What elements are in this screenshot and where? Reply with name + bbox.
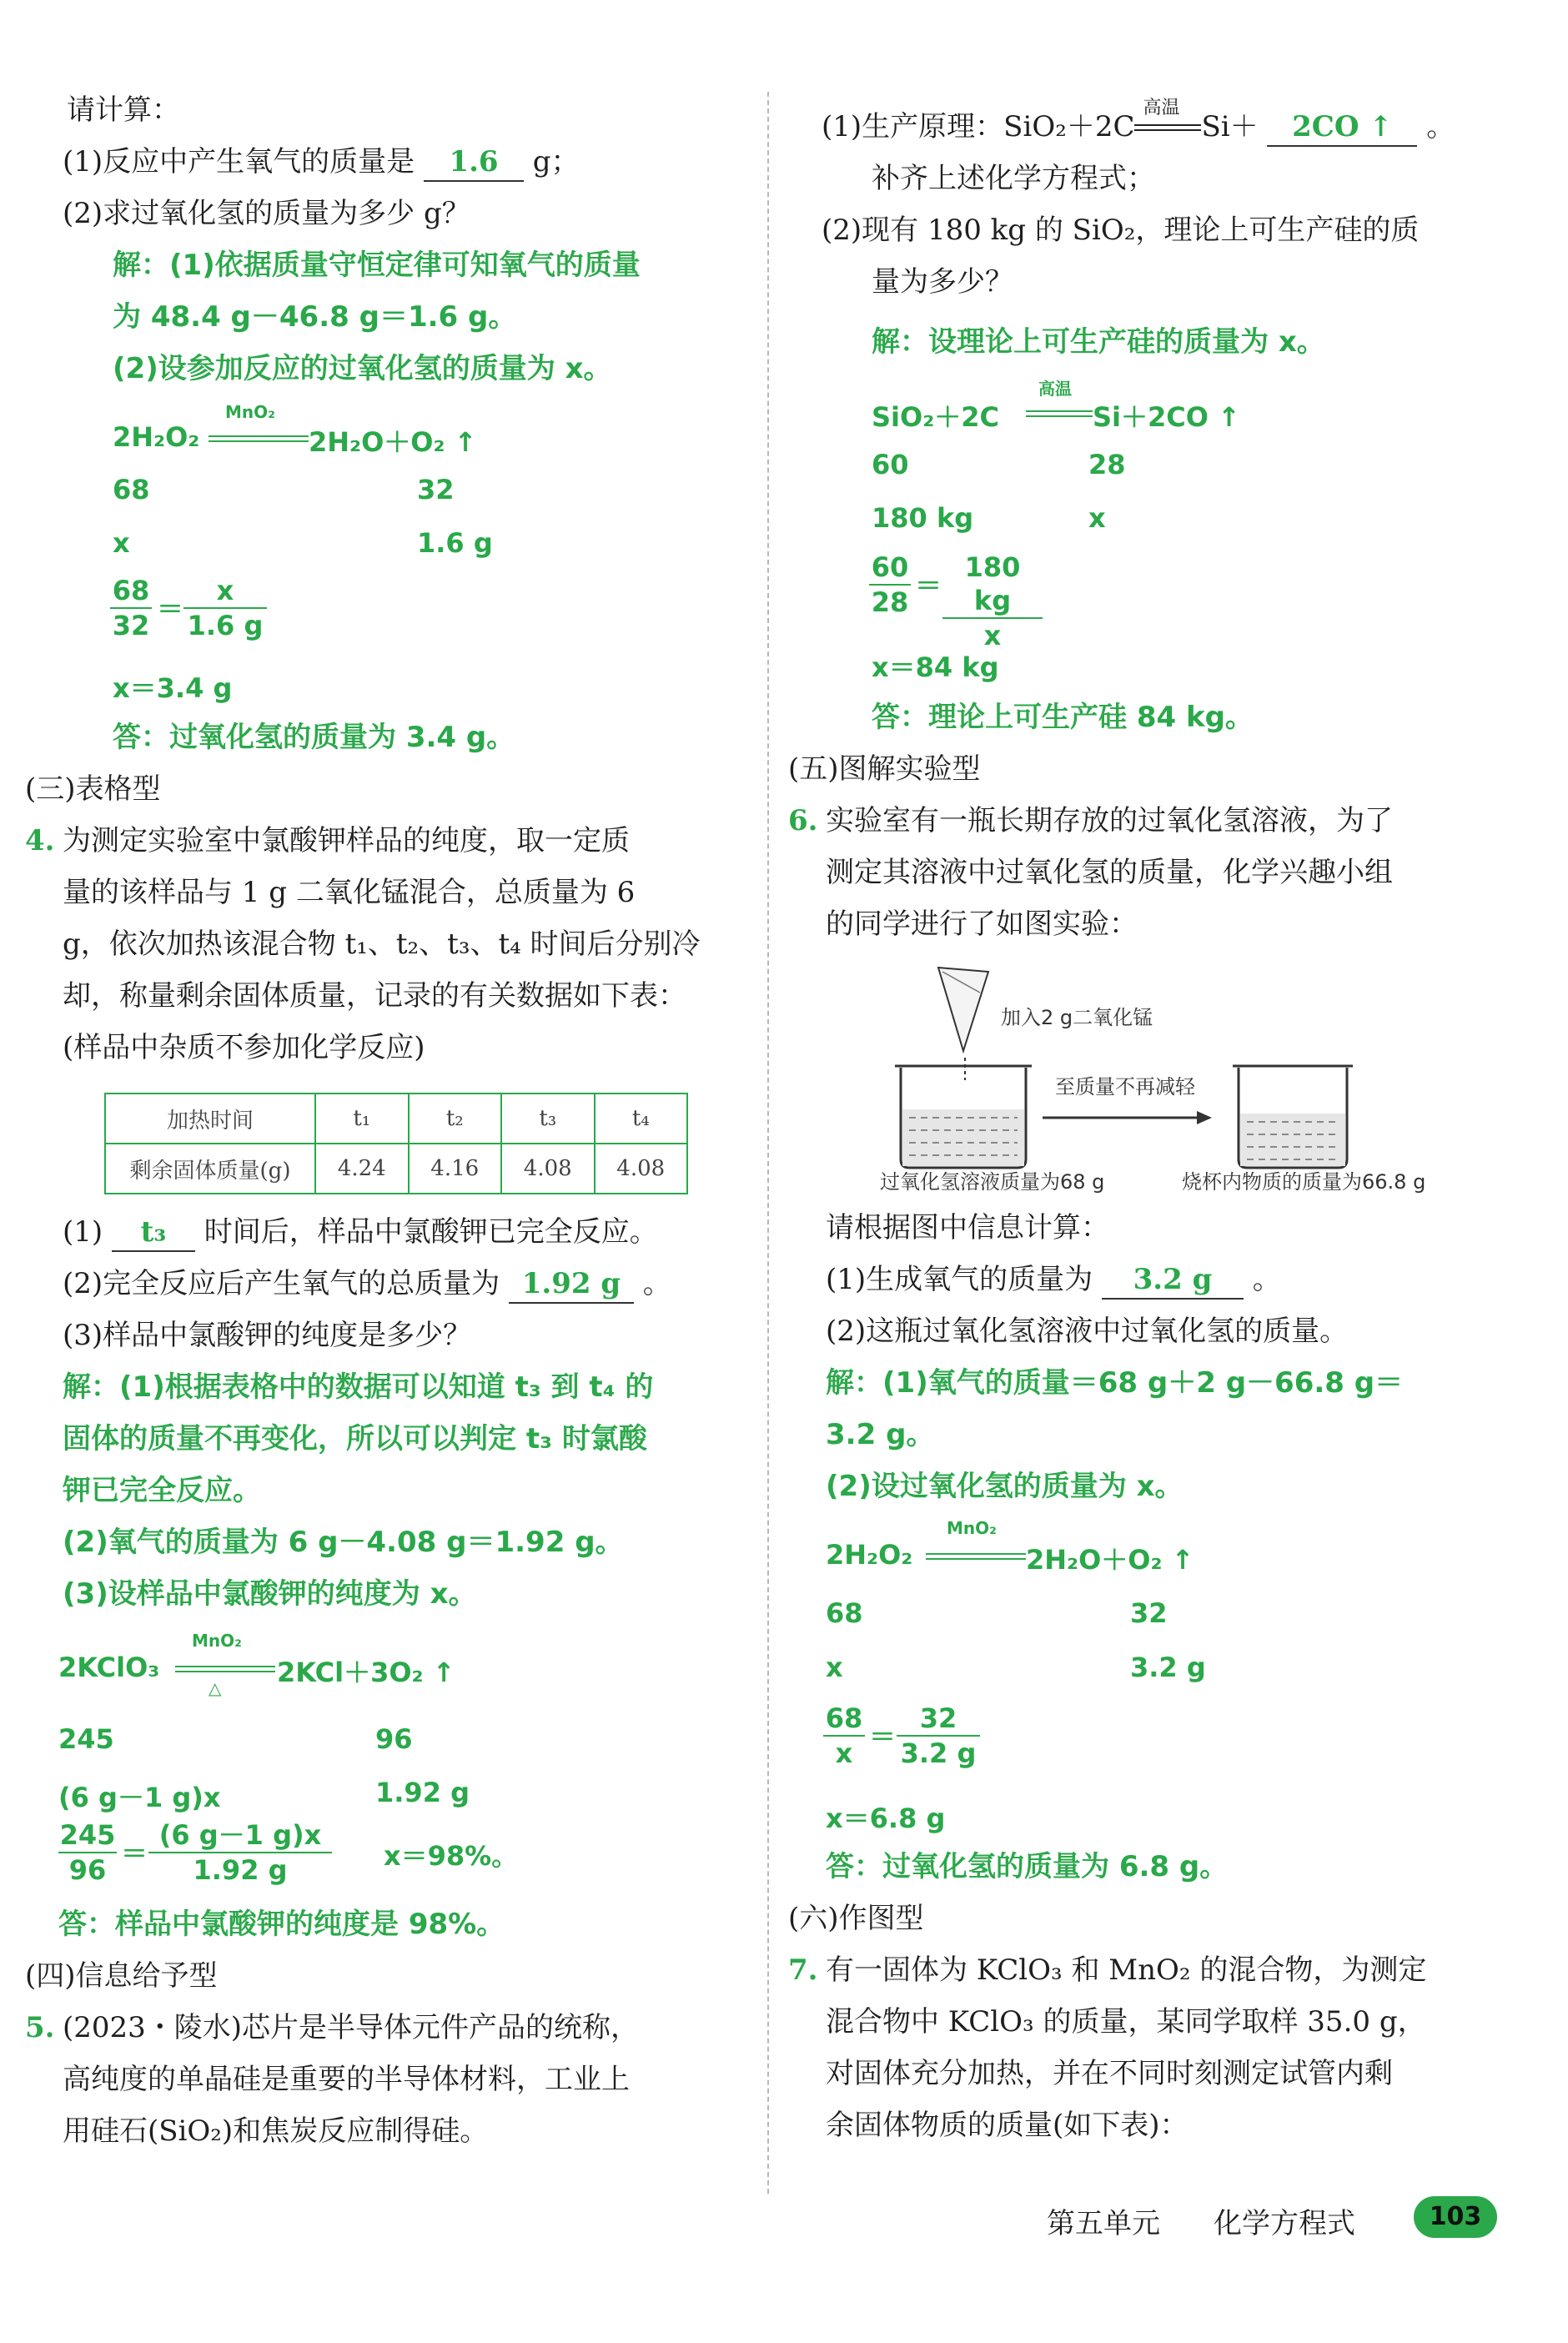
eq3-left: SiO₂＋2C xyxy=(872,401,999,433)
p1-line xyxy=(822,98,1455,147)
q4-number: 4. xyxy=(25,824,55,857)
eq4-ratio-b: 32 xyxy=(1130,1597,1168,1629)
q4-line-4: 却，称量剩余固体质量，记录的有关数据如下表： xyxy=(63,979,686,1013)
eq2-condition-top: MnO₂ xyxy=(192,1631,242,1651)
intro-text: 请计算： xyxy=(67,93,180,127)
frac8-num: 32 xyxy=(897,1702,980,1737)
eq2-double-line xyxy=(175,1664,275,1676)
sol-line-2: 为 48.4 g－46.8 g＝1.6 g。 xyxy=(113,300,517,334)
eq2-condition-bottom: △ xyxy=(209,1678,222,1698)
p2-line-2: 量为多少？ xyxy=(872,265,1013,299)
q6a-answer: 3.2 g xyxy=(1102,1261,1244,1300)
result-4: x＝6.8 g xyxy=(826,1803,946,1834)
eq1-ratio-a: 68 xyxy=(113,474,150,505)
answer-4: 答：过氧化氢的质量为 6.8 g。 xyxy=(826,1850,1229,1883)
frac6-den: x xyxy=(983,620,1002,651)
sol-line-1: 解：(1)依据质量守恒定律可知氧气的质量 xyxy=(113,249,641,282)
eq4-right: 2H₂O＋O₂ ↑ xyxy=(1026,1544,1194,1576)
eq1-condition: MnO₂ xyxy=(225,402,275,422)
table-cell: 4.08 xyxy=(501,1144,595,1194)
result-1: x＝3.4 g xyxy=(113,672,233,704)
fig-label-arrow: 至质量不再减轻 xyxy=(1055,1075,1195,1099)
q5-line-1: (2023・陵水)芯片是半导体元件产品的统称， xyxy=(63,2011,640,2044)
frac2-den: 1.6 g xyxy=(187,610,264,641)
q4-line-5: (样品中杂质不参加化学反应) xyxy=(63,1031,425,1064)
frac5-equals: ＝ xyxy=(915,570,942,601)
frac3-num: 245 xyxy=(58,1818,117,1853)
sol4-line-5: (3)设样品中氯酸钾的纯度为 x。 xyxy=(63,1577,477,1611)
q1-prefix: (1)反应中产生氧气的质量是 xyxy=(63,145,415,178)
table-cell: 4.16 xyxy=(409,1144,502,1194)
section-4-heading: (四)信息给予型 xyxy=(25,1959,218,1993)
frac1-den: 32 xyxy=(112,610,150,641)
footer-unit: 第五单元 xyxy=(1047,2207,1160,2240)
frac1 xyxy=(110,574,152,642)
column-divider xyxy=(767,92,769,2194)
q7-number: 7. xyxy=(788,1953,818,1987)
sol4-line-1: 解：(1)根据表格中的数据可以知道 t₃ 到 t₄ 的 xyxy=(63,1370,654,1404)
q5-line-3: 用硅石(SiO₂)和焦炭反应制得硅。 xyxy=(63,2114,489,2148)
table-cell: t₃ xyxy=(501,1094,595,1144)
eq3-ratio-b: 28 xyxy=(1088,449,1126,480)
section-5-heading: (五)图解实验型 xyxy=(788,752,981,786)
frac4-den: 1.92 g xyxy=(193,1854,288,1886)
p1-end: 。 xyxy=(1426,110,1455,143)
eq2-ratio-b: 96 xyxy=(375,1723,413,1755)
sol4-line-4: (2)氧气的质量为 6 g－4.08 g＝1.92 g。 xyxy=(63,1526,624,1559)
p1-condition: 高温 xyxy=(1143,98,1180,118)
frac4-num: (6 g－1 g)x xyxy=(148,1818,332,1853)
frac7-den: x xyxy=(835,1737,853,1769)
fig-label-right: 烧杯内物质的质量为66.8 g xyxy=(1182,1170,1426,1194)
q2-line: (2)求过氧化氢的质量为多少 g？ xyxy=(63,197,470,230)
q5-number: 5. xyxy=(25,2011,55,2044)
q6-line-2: 测定其溶液中过氧化氢的质量，化学兴趣小组 xyxy=(826,856,1393,889)
data-table xyxy=(104,1093,688,1194)
frac7 xyxy=(823,1702,865,1770)
eq4-ratio-a: 68 xyxy=(826,1597,863,1629)
eq2-mass-b: 1.92 g xyxy=(375,1777,470,1808)
eq1-ratio-b: 32 xyxy=(417,474,455,505)
sol5-line-1: 解：设理论上可生产硅的质量为 x。 xyxy=(872,325,1325,359)
eq3-condition: 高温 xyxy=(1038,379,1072,399)
q4a-suffix: 时间后，样品中氯酸钾已完全反应。 xyxy=(204,1215,658,1249)
sol4-line-3: 钾已完全反应。 xyxy=(63,1474,261,1507)
q4-line-2: 量的该样品与 1 g 二氧化锰混合，总质量为 6 xyxy=(63,876,636,909)
frac5 xyxy=(869,551,911,619)
left-column xyxy=(25,0,742,2202)
frac3-equals: ＝ xyxy=(121,1838,148,1869)
fig-label-add: 加入2 g二氧化锰 xyxy=(1001,1006,1153,1029)
frac5-den: 28 xyxy=(871,586,909,618)
eq1-mass-b: 1.6 g xyxy=(417,527,493,559)
q4a-line xyxy=(63,1214,658,1252)
q6-line-3: 的同学进行了如图实验： xyxy=(826,908,1138,941)
frac3-den: 96 xyxy=(68,1854,107,1886)
frac7-equals: ＝ xyxy=(869,1721,897,1752)
eq3-ratio-a: 60 xyxy=(872,449,909,480)
eq2-left: 2KClO₃ xyxy=(58,1652,160,1683)
eq2-ratio-a: 245 xyxy=(58,1723,114,1755)
section-6-heading: (六)作图型 xyxy=(788,1902,924,1935)
eq4-left: 2H₂O₂ xyxy=(826,1539,913,1571)
arrow-icon xyxy=(1043,1111,1212,1124)
eq4-double-line xyxy=(926,1551,1026,1563)
table-cell: t₂ xyxy=(409,1094,502,1144)
table-row xyxy=(105,1144,687,1194)
table-cell: 4.24 xyxy=(315,1144,409,1194)
sol6-line-2: 3.2 g。 xyxy=(826,1418,935,1451)
q6-line-1: 实验室有一瓶长期存放的过氧化氢溶液，为了 xyxy=(826,804,1393,837)
q4b-suffix: 。 xyxy=(642,1267,671,1300)
page-number-badge: 103 xyxy=(1414,2196,1497,2238)
q6a-suffix: 。 xyxy=(1252,1263,1281,1296)
q6-number: 6. xyxy=(788,804,818,837)
q6a-line xyxy=(826,1261,1281,1300)
p2-line-1: (2)现有 180 kg 的 SiO₂，理论上可生产硅的质 xyxy=(822,214,1420,247)
table-cell: t₄ xyxy=(595,1094,688,1144)
eq4-condition: MnO₂ xyxy=(947,1518,997,1538)
eq2-right: 2KCl＋3O₂ ↑ xyxy=(277,1657,455,1688)
frac3 xyxy=(58,1818,117,1887)
eq1-left: 2H₂O₂ xyxy=(113,421,200,453)
eq2-mass-a: (6 g－1 g)x xyxy=(58,1782,221,1813)
table-cell: t₁ xyxy=(315,1094,409,1144)
footer-title: 化学方程式 xyxy=(1214,2207,1355,2240)
eq3-mass-b: x xyxy=(1088,502,1106,534)
p1-prefix: (1)生产原理：SiO₂＋2C xyxy=(822,110,1135,143)
q4-line-3: g，依次加热该混合物 t₁、t₂、t₃、t₄ 时间后分别冷 xyxy=(63,928,701,961)
right-column xyxy=(788,0,1518,2202)
q7-line-2: 混合物中 KClO₃ 的质量，某同学取样 35.0 g， xyxy=(826,2005,1426,2039)
q7-line-3: 对固体充分加热，并在不同时刻测定试管内剩 xyxy=(826,2057,1393,2090)
eq1-double-line xyxy=(209,434,309,445)
frac8 xyxy=(897,1702,980,1770)
q6-line-4: 请根据图中信息计算： xyxy=(826,1211,1109,1244)
frac2-num: x xyxy=(183,574,267,609)
frac7-num: 68 xyxy=(823,1702,865,1737)
answer-1: 答：过氧化氢的质量为 3.4 g。 xyxy=(113,721,515,754)
result-2: x＝98%。 xyxy=(384,1840,519,1872)
eq3-double-line xyxy=(1026,409,1093,420)
eq3-right: Si＋2CO ↑ xyxy=(1093,401,1240,433)
frac6-num: 180 kg xyxy=(942,551,1043,619)
section-3-heading: (三)表格型 xyxy=(25,772,161,806)
q4a-answer: t₃ xyxy=(112,1214,195,1252)
p1-answer: 2CO ↑ xyxy=(1267,108,1417,147)
q4b-line xyxy=(63,1265,671,1304)
eq4-mass-a: x xyxy=(826,1652,843,1683)
table-cell: 4.08 xyxy=(595,1144,688,1194)
table-cell: 加热时间 xyxy=(105,1094,315,1144)
table-cell: 剩余固体质量(g) xyxy=(105,1144,315,1194)
frac8-den: 3.2 g xyxy=(900,1737,977,1769)
sol6-line-3: (2)设过氧化氢的质量为 x。 xyxy=(826,1470,1184,1503)
result-3: x＝84 kg xyxy=(872,651,999,683)
q6a-prefix: (1)生成氧气的质量为 xyxy=(826,1263,1093,1296)
answer-3: 答：理论上可生产硅 84 kg。 xyxy=(872,701,1254,734)
frac1-num: 68 xyxy=(110,574,152,609)
right-beaker-icon xyxy=(1233,1066,1353,1168)
paper-cone-icon xyxy=(938,968,988,1051)
q4b-prefix: (2)完全反应后产生氧气的总质量为 xyxy=(63,1267,500,1300)
q7-line-4: 余固体物质的质量(如下表)： xyxy=(826,2109,1189,2142)
p1-mid: Si＋ xyxy=(1201,110,1259,143)
answer-2: 答：样品中氯酸钾的纯度是 98%。 xyxy=(58,1908,505,1941)
sol-line-3: (2)设参加反应的过氧化氢的质量为 x。 xyxy=(113,352,612,385)
eq4-mass-b: 3.2 g xyxy=(1130,1652,1206,1683)
frac2 xyxy=(183,574,267,642)
p1-cond-arrow xyxy=(1134,98,1201,145)
q4a-prefix: (1) xyxy=(63,1215,103,1249)
p1-line-2: 补齐上述化学方程式； xyxy=(872,162,1155,195)
q1-line xyxy=(63,143,580,182)
frac6 xyxy=(942,551,1043,652)
eq1-mass-a: x xyxy=(113,527,130,559)
q4c-line: (3)样品中氯酸钾的纯度是多少？ xyxy=(63,1319,472,1352)
q4b-answer: 1.92 g xyxy=(509,1265,634,1304)
frac4 xyxy=(148,1818,332,1887)
eq1-right: 2H₂O＋O₂ ↑ xyxy=(309,426,477,458)
q1-answer: 1.6 xyxy=(424,143,524,182)
table-row xyxy=(105,1094,687,1144)
eq3-mass-a: 180 kg xyxy=(872,502,974,534)
frac1-equals: ＝ xyxy=(157,593,184,625)
sol6-line-1: 解：(1)氧气的质量＝68 g＋2 g－66.8 g＝ xyxy=(826,1366,1404,1400)
left-beaker-icon xyxy=(895,1066,1032,1168)
q4-line-1: 为测定实验室中氯酸钾样品的纯度，取一定质 xyxy=(63,824,630,857)
q6b-line: (2)这瓶过氧化氢溶液中过氧化氢的质量。 xyxy=(826,1315,1349,1348)
q7-line-1: 有一固体为 KClO₃ 和 MnO₂ 的混合物，为测定 xyxy=(826,1953,1427,1987)
q5-line-2: 高纯度的单晶硅是重要的半导体材料，工业上 xyxy=(63,2063,630,2096)
fig-label-left: 过氧化氢溶液质量为68 g xyxy=(880,1170,1105,1194)
sol4-line-2: 固体的质量不再变化，所以可以判定 t₃ 时氯酸 xyxy=(63,1422,647,1456)
frac5-num: 60 xyxy=(869,551,911,586)
q1-suffix: g； xyxy=(532,145,580,178)
